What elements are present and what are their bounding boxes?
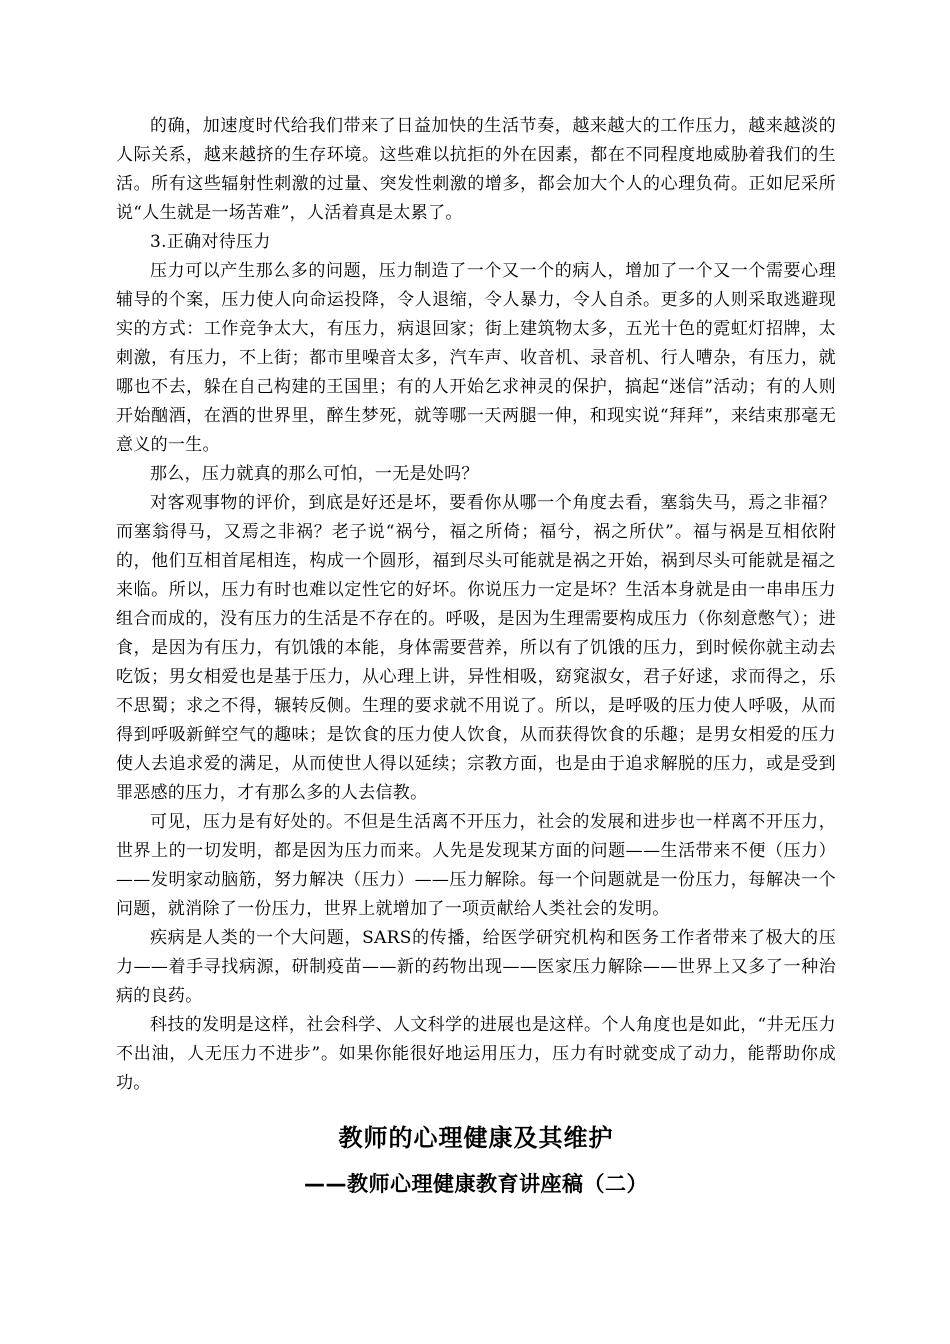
paragraph: 疾病是人类的一个大问题，SARS的传播，给医学研究机构和医务工作者带来了极大的压力——着手寻找病源，研制疫苗——新的药物出现——医家压力解除——世界上又多了一种治病的良药。 bbox=[116, 928, 836, 1006]
paragraph: 那么，压力就真的那么可怕，一无是处吗？ bbox=[150, 464, 479, 484]
section-heading: 3.正确对待压力 bbox=[150, 232, 271, 252]
paragraph: 对客观事物的评价，到底是好还是坏，要看你从哪一个角度去看，塞翁失马，焉之非福？而塞翁得马，又焉之非祸？老子说“祸兮，福之所倚；福兮，祸之所伏”。福与祸是互相依附的，他们互相首尾相连，构成一个圆形，福到尽头可能就是祸之开始，祸到尽头可能就是福之来临。所以，压力有时也难以定性它的好坏。你说压力一定是坏？生活本身就是由一串串压力组合而成的，没有压力的生活是不存在的。呼吸，是因为生理需要构成压力（你刻意憋气）；进食，是因为有压力，有饥饿的本能，身体需要营养，所以有了饥饿的压力，到时候你就主动去吃饭；男女相爱也是基于压力，从心理上讲，异性相吸，窈窕淑女，君子好逑，求而得之，乐不思蜀；求之不得，辗转反侧。生理的要求就不用说了。所以，是呼吸的压力使人呼吸，从而得到呼吸新鲜空气的趣味；是饮食的压力使人饮食，从而获得饮食的乐趣；是男女相爱的压力使人去追求爱的满足，从而使世人得以延续；宗教方面，也是由于追求解脱的压力，或是受到罪恶感的压力，才有那么多的人去信教。 bbox=[116, 493, 836, 803]
paragraph: 科技的发明是这样，社会科学、人文科学的进展也是这样。个人角度也是如此，“井无压力不出油，人无压力不进步”。如果你能很好地运用压力，压力有时就变成了动力，能帮助你成功。 bbox=[116, 1015, 836, 1093]
page-title: 教师的心理健康及其维护 bbox=[338, 1124, 614, 1152]
lecture-heading bbox=[116, 1120, 836, 1200]
paragraph: 压力可以产生那么多的问题，压力制造了一个又一个的病人，增加了一个又一个需要心理辅导的个案，压力使人向命运投降，令人退缩，令人暴力，令人自杀。更多的人则采取逃避现实的方式：工作竞争太大，有压力，病退回家；街上建筑物太多，五光十色的霓虹灯招牌，太刺激，有压力，不上街；都市里噪音太多，汽车声、收音机、录音机、行人嘈杂，有压力，就哪也不去，躲在自己构建的王国里；有的人开始乞求神灵的保护，搞起“迷信”活动；有的人则开始酗酒，在酒的世界里，醉生梦死，就等哪一天两腿一伸，和现实说“拜拜”，来结束那毫无意义的一生。 bbox=[116, 261, 836, 455]
document-body bbox=[116, 112, 836, 1098]
paragraph: 可见，压力是有好处的。不但是生活离不开压力，社会的发展和进步也一样离不开压力，世界上的一切发明，都是因为压力而来。人先是发现某方面的问题——生活带来不便（压力）——发明家动脑筋，努力解决（压力）——压力解除。每一个问题就是一份压力，每解决一个问题，就消除了一份压力，世界上就增加了一项贡献给人类社会的发明。 bbox=[116, 812, 836, 919]
page-subtitle: ——教师心理健康教育讲座稿（二） bbox=[304, 1172, 648, 1196]
paragraph: 的确，加速度时代给我们带来了日益加快的生活节奏，越来越大的工作压力，越来越淡的人际关系，越来越挤的生存环境。这些难以抗拒的外在因素，都在不同程度地威胁着我们的生活。所有这些辐射性刺激的过量、突发性刺激的增多，都会加大个人的心理负荷。正如尼采所说“人生就是一场苦难”，人活着真是太累了。 bbox=[116, 116, 836, 223]
